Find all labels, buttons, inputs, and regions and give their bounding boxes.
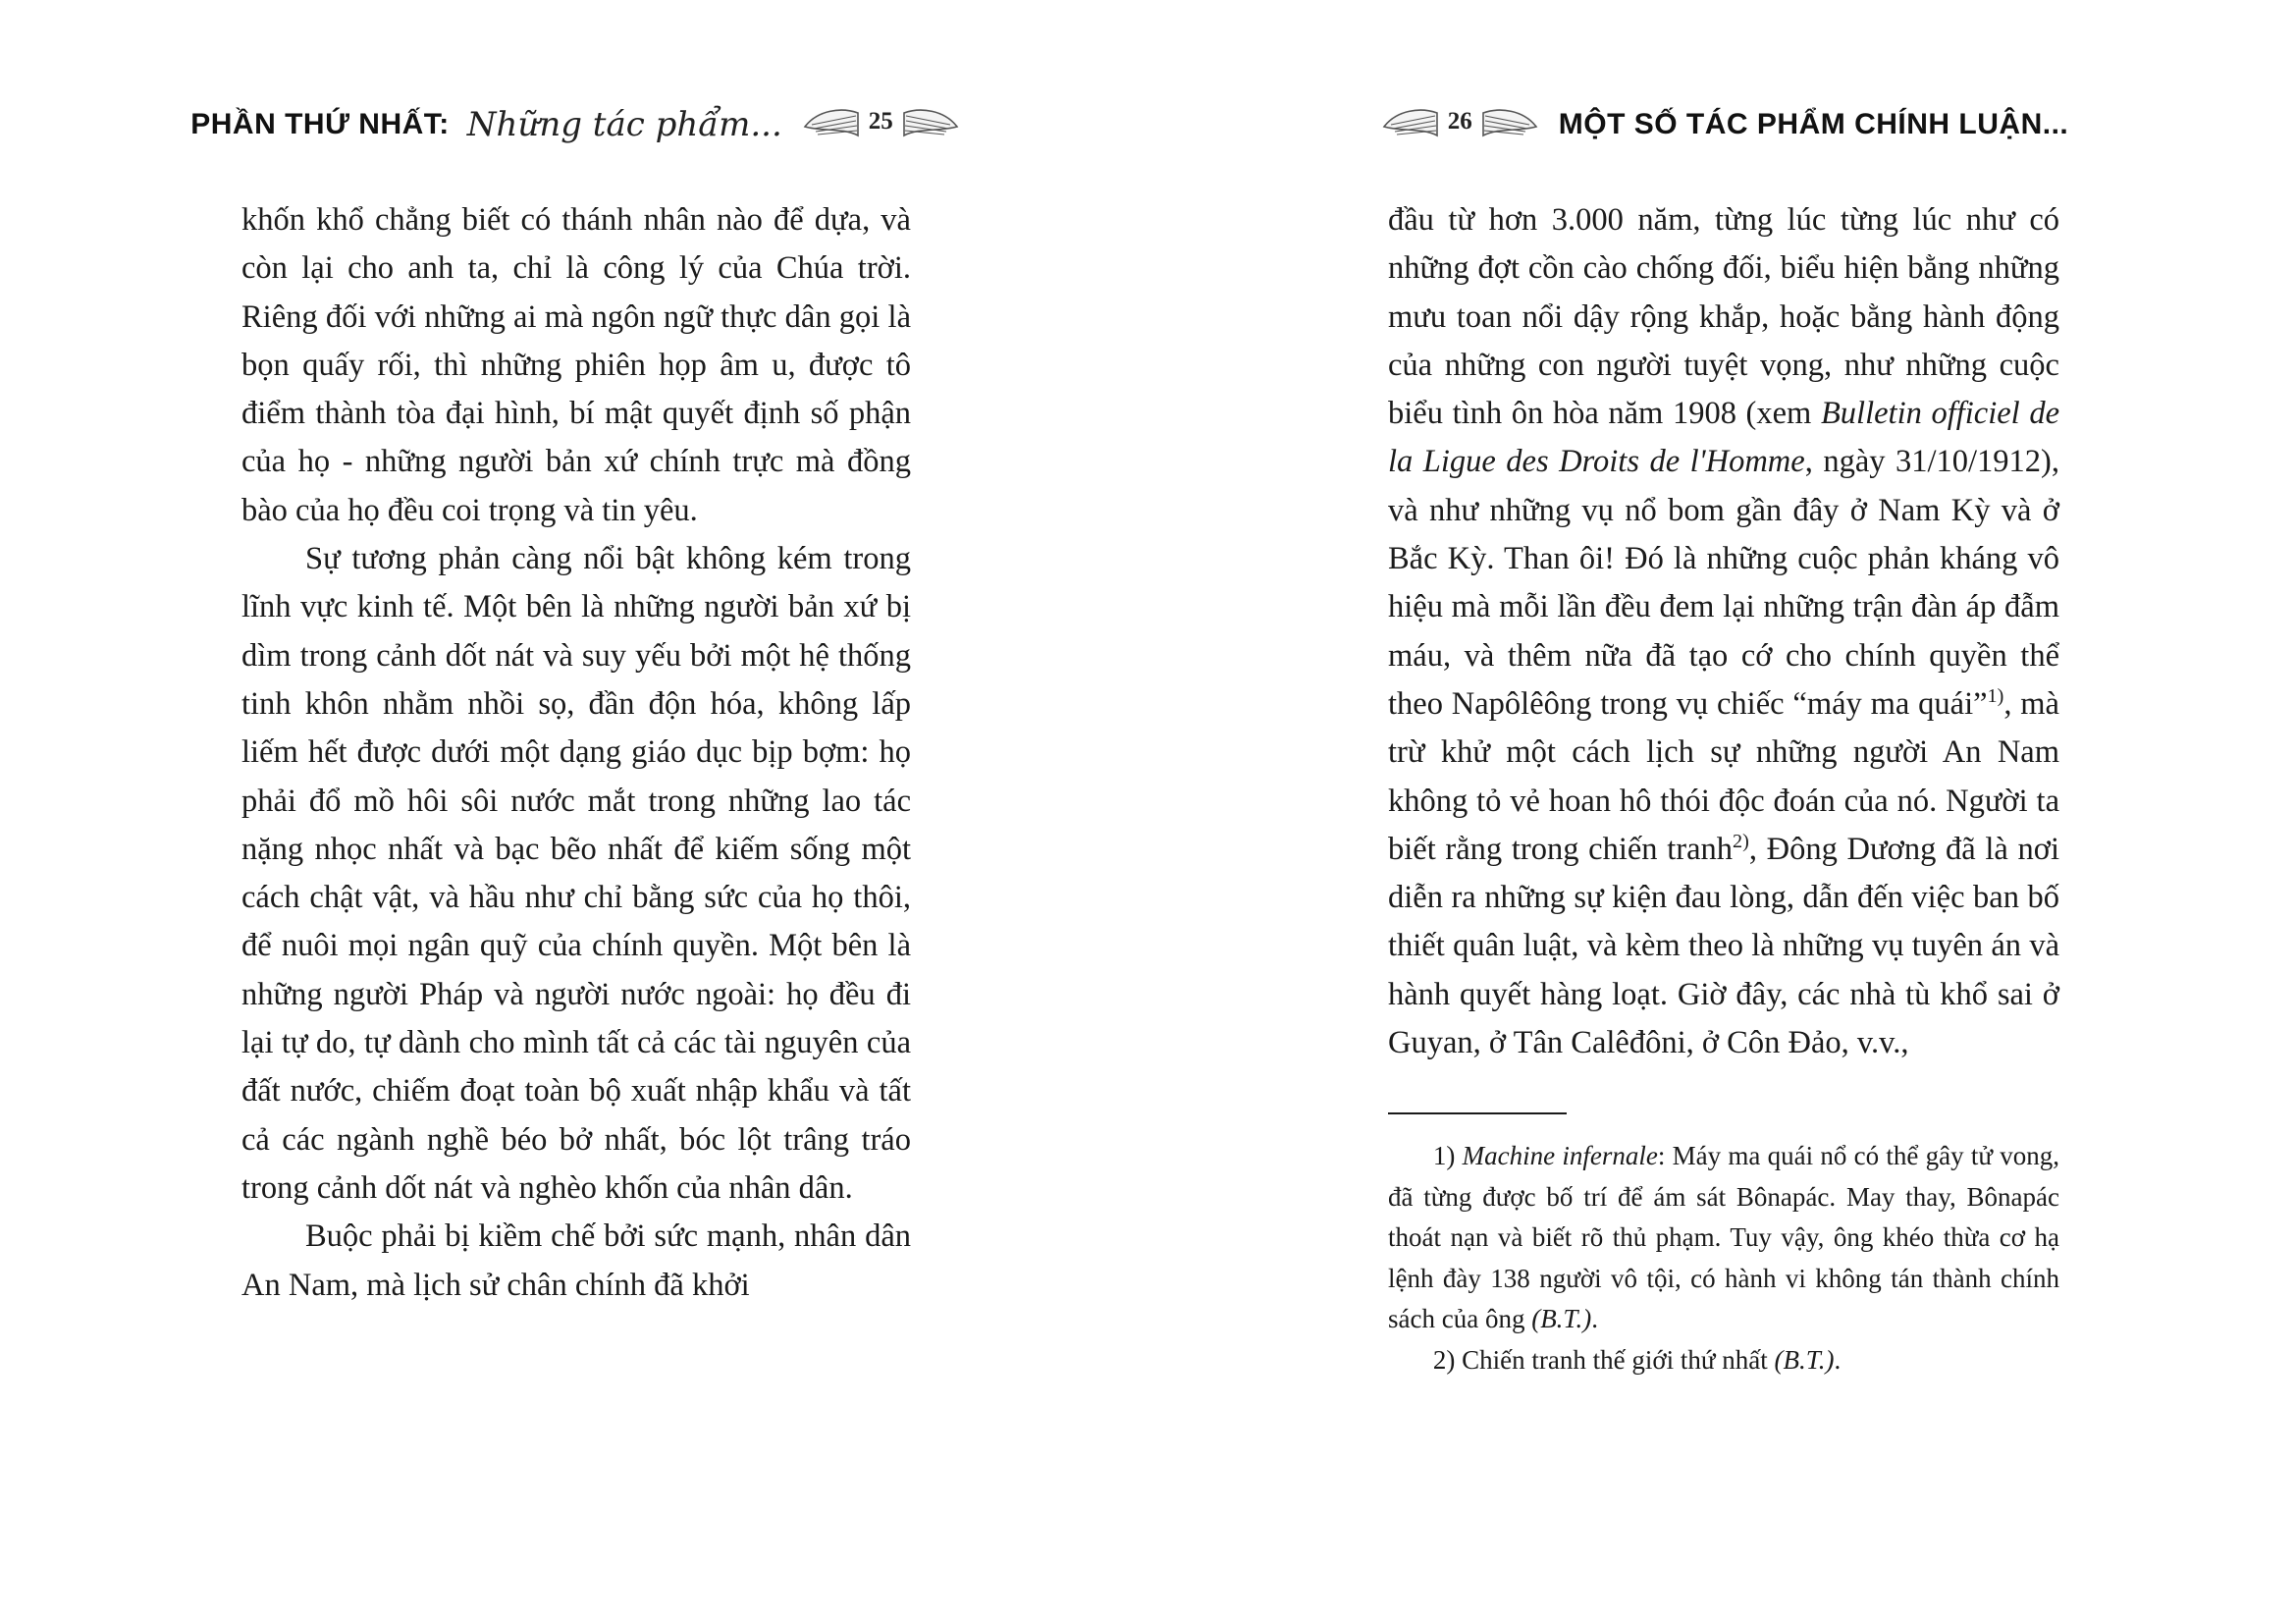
right-page-body bbox=[1388, 196, 2059, 1380]
right-page-ornament bbox=[1379, 103, 1541, 146]
right-header-title: MỘT SỐ TÁC PHẨM CHÍNH LUẬN... bbox=[1558, 108, 2069, 140]
left-header-subtitle: Những tác phẩm... bbox=[466, 105, 782, 144]
page-right bbox=[1388, 0, 2069, 1624]
right-page-header bbox=[1388, 94, 2069, 155]
left-page-header bbox=[190, 94, 911, 155]
book-wing-icon bbox=[899, 103, 962, 146]
paragraph: đầu từ hơn 3.000 năm, từng lúc từng lúc như có những đợt cồn cào chống đối, biểu hiện bằng những mưu toan nổi dậy rộng khắp, hoặc bằng hành động của những con người tuyệt vọng, như những cuộc biểu tình ôn hòa năm 1908 (xem Bulletin officiel de la Ligue des Droits de l'Homme, ngày 31/10/1912), và như những vụ nổ bom gần đây ở Nam Kỳ và ở Bắc Kỳ. Than ôi! Đó là những cuộc phản kháng vô hiệu mà mỗi lần đều đem lại những trận đàn áp đẫm máu, và thêm nữa đã tạo cớ cho chính quyền thể theo Napôlêông trong vụ chiếc “máy ma quái”$^{1)}$, mà trừ khử một cách lịch sự những người An Nam không tỏ vẻ hoan hô thói độc đoán của nó. Người ta biết rằng trong chiến tranh$^{2)}$, Đông Dương đã là nơi diễn ra những sự kiện đau lòng, dẫn đến việc ban bố thiết quân luật, và kèm theo là những vụ tuyên án và hành quyết hàng loạt. Giờ đây, các nhà tù khổ sai ở Guyan, ở Tân Calêđôni, ở Côn Đảo, v.v., bbox=[1388, 202, 2059, 1061]
footnote-rule bbox=[1388, 1112, 1567, 1114]
page-left bbox=[190, 0, 911, 1624]
footnote-1: 1) Machine infernale: Máy ma quái nổ có thể gây tử vong, đã từng được bố trí để ám sát Bônapác. May thay, Bônapác thoát nạn và biết rõ thủ phạm. Tuy vậy, ông khéo thừa cơ hạ lệnh đày 138 người vô tội, có hành vi không tán thành chính sách của ông (B.T.). bbox=[1388, 1141, 2059, 1334]
right-page-number: 26 bbox=[1447, 107, 1472, 135]
left-page-body bbox=[241, 196, 911, 1310]
book-wing-icon bbox=[1379, 103, 1442, 146]
footnote-2: 2) Chiến tranh thế giới thứ nhất (B.T.). bbox=[1432, 1344, 1842, 1375]
paragraph: Sự tương phản càng nổi bật không kém trong lĩnh vực kinh tế. Một bên là những người bản xứ bị dìm trong cảnh dốt nát và suy yếu bởi một hệ thống tinh khôn nhằm nhồi sọ, đần độn hóa, không lấp liếm hết được dưới một dạng giáo dục bịp bợm: họ phải đổ mồ hôi sôi nước mắt trong những lao tác nặng nhọc nhất và bạc bẽo nhất để kiếm sống một cách chật vật, và hầu như chỉ bằng sức của họ thôi, để nuôi mọi ngân quỹ của chính quyền. Một bên là những người Pháp và người nước ngoài: họ đều đi lại tự do, tự dành cho mình tất cả các tài nguyên của đất nước, chiếm đoạt toàn bộ xuất nhập khẩu và tất cả các ngành nghề béo bở nhất, bóc lột trâng tráo trong cảnh dốt nát và nghèo khốn của nhân dân. bbox=[241, 541, 911, 1206]
left-page-number: 25 bbox=[868, 107, 893, 135]
left-header-part-label: PHẦN THỨ NHẤT: bbox=[190, 108, 450, 140]
paragraph: khốn khổ chẳng biết có thánh nhân nào để dựa, và còn lại cho anh ta, chỉ là công lý của Chúa trời. Riêng đối với những ai mà ngôn ngữ thực dân gọi là bọn quấy rối, thì những phiên họp âm u, được tô điểm thành tòa đại hình, bí mật quyết định số phận của họ - những người bản xứ chính trực mà đồng bào của họ đều coi trọng và tin yêu. bbox=[241, 202, 911, 528]
paragraph: Buộc phải bị kiềm chế bởi sức mạnh, nhân dân An Nam, mà lịch sử chân chính đã khởi bbox=[241, 1218, 911, 1303]
book-wing-icon bbox=[1478, 103, 1541, 146]
book-wing-icon bbox=[800, 103, 863, 146]
left-page-ornament bbox=[800, 103, 962, 146]
